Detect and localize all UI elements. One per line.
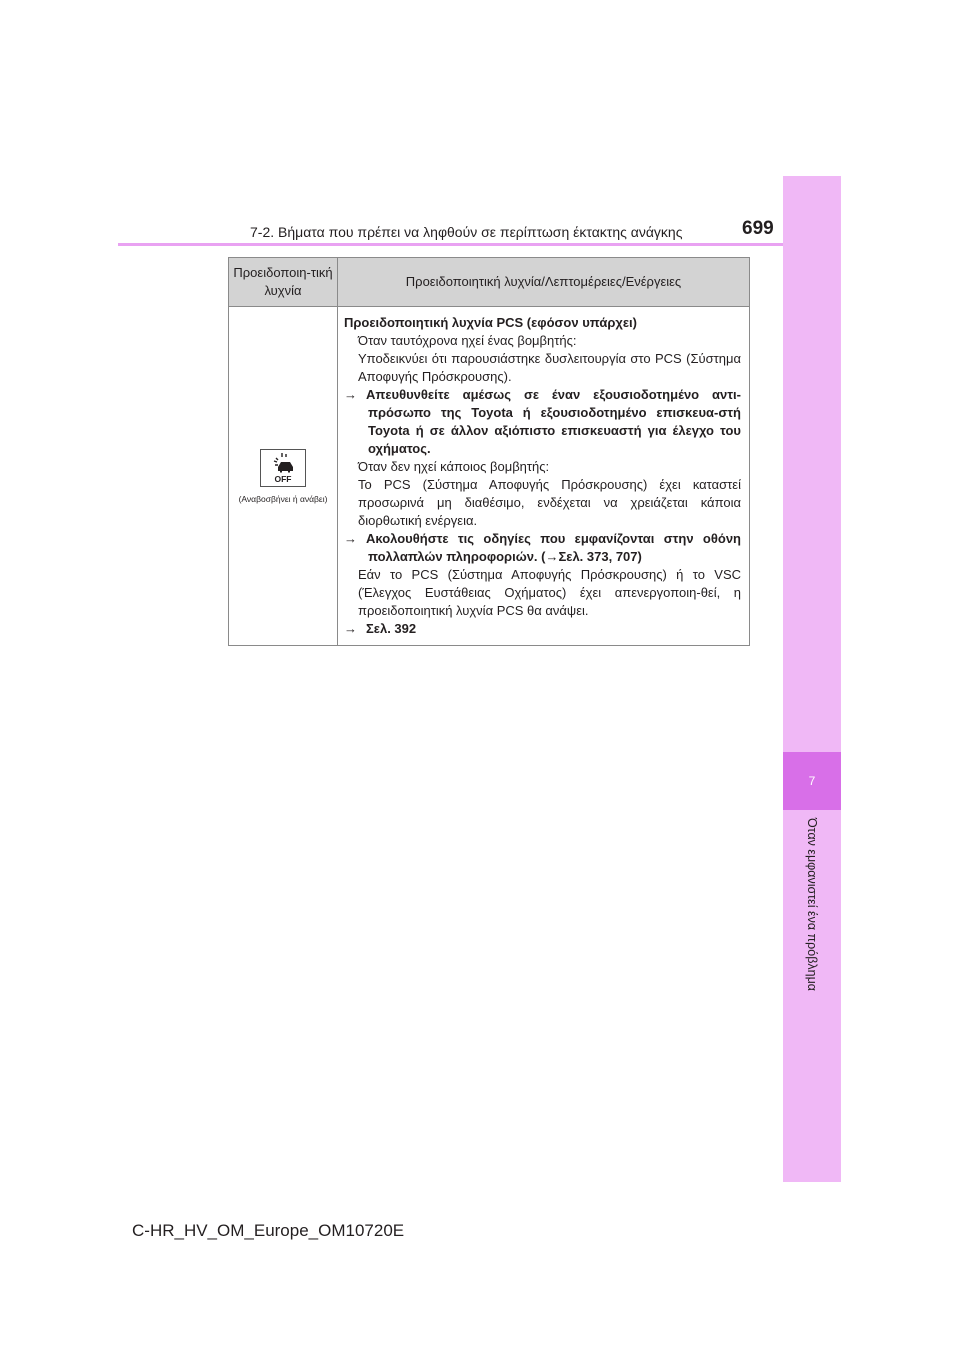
header-lamp-column: Προειδοποιη-τική λυχνία bbox=[229, 258, 338, 307]
case3-action-text: Σελ. 392 bbox=[366, 621, 417, 636]
arrow-icon: → bbox=[344, 531, 357, 546]
header-divider bbox=[118, 243, 783, 246]
case2-action-text: Ακολουθήστε τις οδηγίες που εμφανίζονται στην οθόνη πολλαπλών πληροφοριών. (→Σελ. 373, 707) bbox=[366, 531, 741, 564]
case1-action bbox=[344, 386, 741, 458]
chapter-title-vertical: Όταν εμφανιστεί ένα πρόβλημα bbox=[805, 818, 819, 992]
warning-lamp-table bbox=[228, 257, 750, 646]
lamp-cell bbox=[229, 307, 338, 646]
arrow-icon: → bbox=[344, 387, 357, 402]
chapter-number-badge: 7 bbox=[783, 752, 841, 810]
lamp-caption: (Αναβοσβήνει ή ανάβει) bbox=[238, 493, 328, 504]
table-header-row bbox=[229, 258, 750, 307]
section-title: 7-2. Βήματα που πρέπει να ληφθούν σε περίπτωση έκτακτης ανάγκης bbox=[250, 224, 683, 240]
case3-action bbox=[344, 620, 741, 638]
case1-text: Υποδεικνύει ότι παρουσιάστηκε δυσλειτουργία στο PCS (Σύστημα Αποφυγής Πρόσκρουσης). bbox=[358, 351, 741, 384]
case2-heading: Όταν δεν ηχεί κάποιος βομβητής: bbox=[358, 459, 550, 474]
case3-text: Εάν το PCS (Σύστημα Αποφυγής Πρόσκρουσης) ή το VSC (Έλεγχος Ευστάθειας Οχήματος) έχει απενεργοποιη-θεί, η προειδοποιητική λυχνία PCS θα ανάψει. bbox=[358, 567, 741, 618]
case1-action-text: Απευθυνθείτε αμέσως σε έναν εξουσιοδοτημένο αντι-πρόσωπο της Toyota ή εξουσιοδοτημένο επισκευα-στή Toyota ή σε άλλον αξιόπιστο επισκευαστή για έλεγχο του οχήματος. bbox=[366, 387, 741, 456]
page-number: 699 bbox=[742, 218, 774, 239]
icon-off-label: OFF bbox=[274, 473, 292, 484]
pcs-off-warning-icon bbox=[260, 449, 306, 487]
arrow-icon: → bbox=[344, 621, 357, 636]
document-code: C-HR_HV_OM_Europe_OM10720E bbox=[132, 1221, 405, 1240]
table-row bbox=[229, 307, 750, 646]
case2-action bbox=[344, 530, 741, 566]
details-cell bbox=[338, 307, 750, 646]
case2-text: Το PCS (Σύστημα Αποφυγής Πρόσκρουσης) έχει καταστεί προσωρινά μη διαθέσιμο, ενδέχεται να χρειάζεται κάποια διορθωτική ενέργεια. bbox=[358, 477, 741, 528]
lamp-title: Προειδοποιητική λυχνία PCS (εφόσον υπάρχει) bbox=[344, 315, 637, 330]
chapter-side-tab bbox=[783, 176, 841, 1182]
case1-heading: Όταν ταυτόχρονα ηχεί ένας βομβητής: bbox=[358, 333, 577, 348]
header-details-column: Προειδοποιητική λυχνία/Λεπτομέρειες/Ενέργειες bbox=[338, 258, 750, 307]
